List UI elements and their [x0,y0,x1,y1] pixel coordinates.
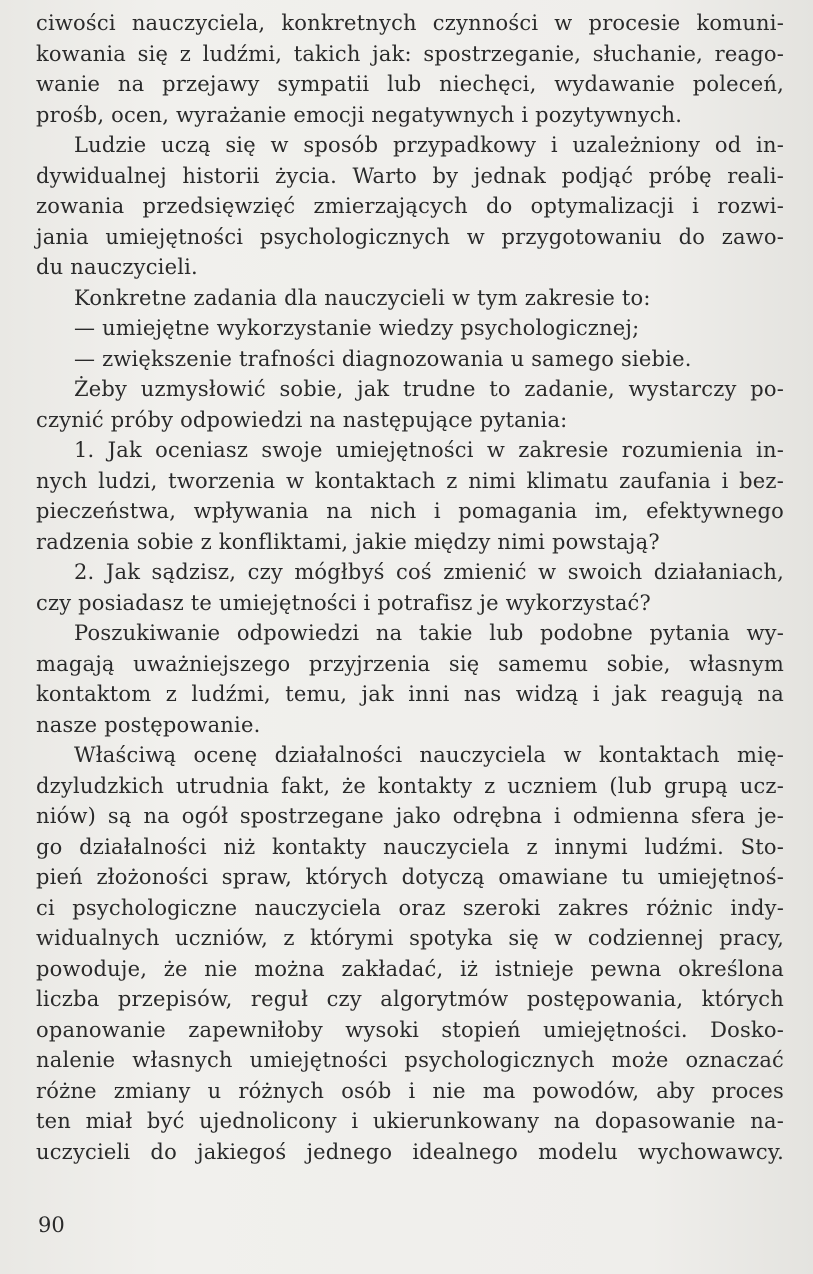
text-line: nalenie własnych umiejętności psychologicznych może oznaczać [36,1048,784,1072]
text-line: go działalności niż kontakty nauczyciela z innymi ludźmi. Sto- [36,834,784,859]
text-line: dzyludzkich utrudnia fakt, że kontakty z uczniem (lub grupą ucz- [36,773,784,798]
text-line: powoduje, że nie można zakładać, iż istnieje pewna określona [36,956,784,981]
text-line: prośb, ocen, wyrażanie emocji negatywnych i pozytywnych. [36,102,683,127]
text-line: kowania się z ludźmi, takich jak: spostrzeganie, słuchanie, reago- [36,41,784,66]
text-line: ci psychologiczne nauczyciela oraz szeroki zakres różnic indy- [36,895,784,920]
page-number: 90 [38,1213,65,1237]
text-line: opanowanie zapewniłoby wysoki stopień umiejętności. Dosko- [36,1017,784,1042]
text-line: 1. Jak oceniasz swoje umiejętności w zakresie rozumienia in- [74,438,784,462]
text-line: Ludzie uczą się w sposób przypadkowy i uzależniony od in- [74,133,784,157]
text-line: nasze postępowanie. [36,712,261,737]
text-line: dywidualnej historii życia. Warto by jednak podjąć próbę reali- [36,163,784,188]
text-line: Poszukiwanie odpowiedzi na takie lub podobne pytania wy- [74,621,784,645]
text-line: 2. Jak sądzisz, czy mógłbyś coś zmienić w swoich działaniach, [74,560,784,584]
text-line: radzenia sobie z konfliktami, jakie między nimi powstają? [36,529,660,554]
text-line: niów) są na ogół spostrzegane jako odrębna i odmienna sfera je- [36,804,784,828]
text-line: czynić próby odpowiedzi na następujące pytania: [36,407,568,432]
text-line: Żeby uzmysłowić sobie, jak trudne to zadanie, wystarczy po- [74,377,784,401]
text-line: pień złożoności spraw, których dotyczą omawiane tu umiejętnoś- [36,865,784,889]
text-line: Właściwą ocenę działalności nauczyciela w kontaktach mię- [74,743,784,767]
body-text [36,8,784,1167]
text-line: uczycieli do jakiegoś jednego idealnego modelu wychowawcy. [36,1139,784,1164]
text-line: wanie na przejawy sympatii lub niechęci, wydawanie poleceń, [36,72,784,96]
text-line: du nauczycieli. [36,255,198,279]
text-line: pieczeństwa, wpływania na nich i pomagania im, efektywnego [36,499,784,523]
text-line: jania umiejętności psychologicznych w przygotowaniu do zawo- [36,224,784,249]
text-line: ciwości nauczyciela, konkretnych czynności w procesie komuni- [36,11,784,35]
text-line: kontaktom z ludźmi, temu, jak inni nas widzą i jak reagują na [36,682,784,706]
text-line: czy posiadasz te umiejętności i potrafisz je wykorzystać? [36,590,651,615]
text-line: — umiejętne wykorzystanie wiedzy psychologicznej; [74,316,640,340]
text-line: magają uważniejszego przyjrzenia się samemu sobie, własnym [36,651,784,676]
text-line: — zwiększenie trafności diagnozowania u samego siebie. [74,346,692,371]
text-line: Konkretne zadania dla nauczycieli w tym zakresie to: [74,285,651,310]
text-line: ten miał być ujednolicony i ukierunkowany na dopasowanie na- [36,1109,784,1133]
text-line: nych ludzi, tworzenia w kontaktach z nimi klimatu zaufania i bez- [36,468,784,493]
text-line: widualnych uczniów, z którymi spotyka się w codziennej pracy, [36,926,784,950]
text-line: zowania przedsięwzięć zmierzających do optymalizacji i rozwi- [36,194,784,218]
text-line: różne zmiany u różnych osób i nie ma powodów, aby proces [36,1078,784,1103]
text-line: liczba przepisów, reguł czy algorytmów postępowania, których [36,987,784,1011]
